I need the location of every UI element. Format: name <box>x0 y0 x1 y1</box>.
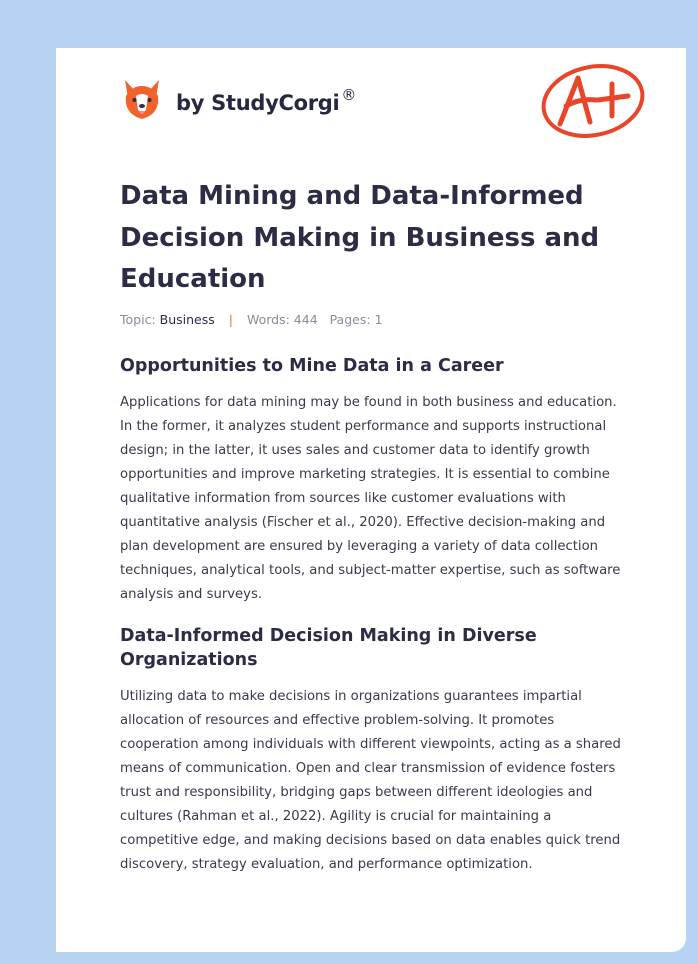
document-meta <box>120 312 383 327</box>
section-heading: Data-Informed Decision Making in Diverse Organizations <box>120 626 537 670</box>
pages-label: Pages: <box>329 312 371 327</box>
studycorgi-logo[interactable] <box>122 76 356 122</box>
section-body: Utilizing data to make decisions in organizations guarantees impartial allocation of resources and effective problem-solving. It promotes cooperation among individuals with different viewpoints, acting as a shared means of communication. Open and clear transmission of evidence fosters trust and responsibility, bridging gaps between different ideologies and cultures (Rahman et al., 2022). Agility is crucial for maintaining a competitive edge, and making decisions based on data enables quick trend discovery, strategy evaluation, and performance optimization. <box>120 689 621 872</box>
pages-count: 1 <box>374 312 383 327</box>
topic-link[interactable]: Business <box>159 312 215 327</box>
brand-name: by StudyCorgi ® <box>176 86 357 115</box>
words-label: Words: <box>246 312 290 327</box>
meta-separator: | <box>228 312 233 327</box>
topic-label: Topic: <box>120 312 156 327</box>
document-card <box>56 48 686 952</box>
corgi-icon <box>122 76 162 122</box>
section-body: Applications for data mining may be found in both business and education. In the former, it analyzes student performance and supports instructional design; in the latter, it uses sales and customer data to identify growth opportunities and improve marketing strategies. It is essential to combine qualitative information from sources like customer evaluations with quantitative analysis (Fischer et al., 2020). Effective decision-making and plan development are ensured by leveraging a variety of data collection techniques, analytical tools, and subject-matter expertise, such as software analysis and surveys. <box>120 395 621 602</box>
document-title: Data Mining and Data-Informed Decision Making in Business and Education <box>120 181 600 294</box>
section-heading: Opportunities to Mine Data in a Career <box>120 356 504 376</box>
a-plus-grade-icon <box>538 58 650 140</box>
words-count: 444 <box>293 312 318 327</box>
